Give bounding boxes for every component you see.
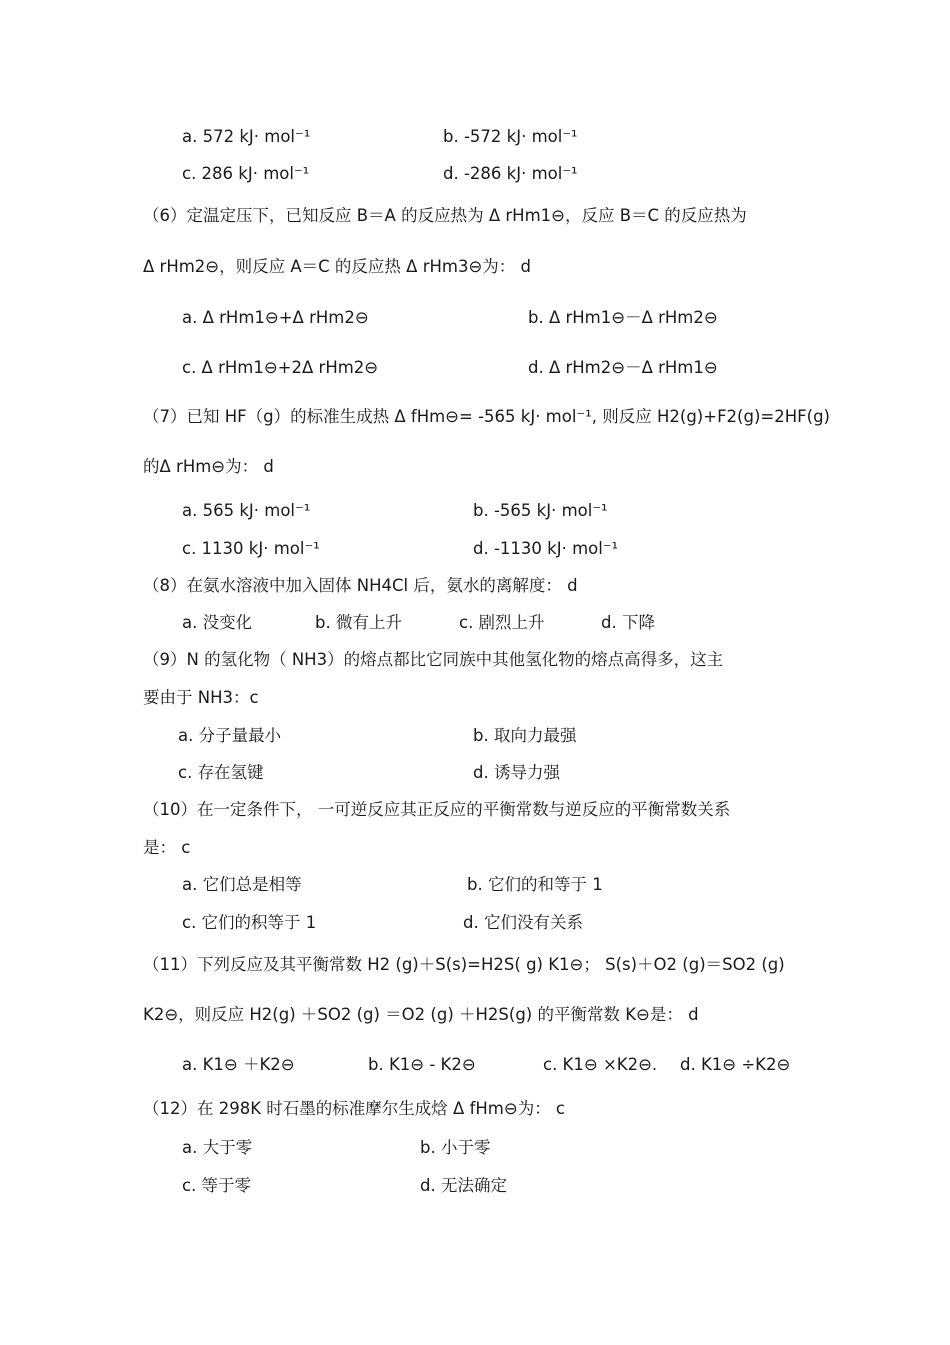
q10-option-d: d. 它们没有关系 xyxy=(463,913,583,932)
q7-option-a: a. 565 kJ· mol⁻¹ xyxy=(182,501,311,520)
q8-option-b: b. 微有上升 xyxy=(315,613,402,632)
q7-option-b: b. -565 kJ· mol⁻¹ xyxy=(473,501,608,520)
q6-stem-line1: （6）定温定压下，已知反应 B＝A 的反应热为 Δ rHm1⊖，反应 B＝C 的反应热为 xyxy=(143,206,747,225)
q5-option-a-text: a. 572 kJ· mol⁻¹ xyxy=(182,127,311,146)
q11-option-a: a. K1⊖ ＋K2⊖ xyxy=(182,1055,295,1074)
q5-option-b xyxy=(443,127,578,147)
q5-option-c-text: c. 286 kJ· mol⁻¹ xyxy=(182,164,310,183)
q9-option-c: c. 存在氢键 xyxy=(178,763,264,782)
q7-stem-line1: （7）已知 HF（g）的标准生成热 Δ fHm⊖= -565 kJ· mol⁻¹, 则反应 H2(g)+F2(g)=2HF(g) xyxy=(143,407,830,426)
q11-stem-line1: （11）下列反应及其平衡常数 H2 (g)＋S(s)=H2S( g) K1⊖； S(s)＋O2 (g)＝SO2 (g) xyxy=(143,955,785,974)
q6-option-a: a. Δ rHm1⊖+Δ rHm2⊖ xyxy=(182,308,369,327)
q10-option-b: b. 它们的和等于 1 xyxy=(467,875,603,894)
q9-option-a: a. 分子量最小 xyxy=(178,726,282,745)
q12-stem: （12）在 298K 时石墨的标准摩尔生成焓 Δ fHm⊖为： c xyxy=(143,1099,566,1118)
q10-stem-line1: （10）在一定条件下， 一可逆反应其正反应的平衡常数与逆反应的平衡常数关系 xyxy=(143,800,731,819)
q6-option-c: c. Δ rHm1⊖+2Δ rHm2⊖ xyxy=(182,358,379,377)
q11-option-d: d. K1⊖ ÷K2⊖ xyxy=(680,1055,791,1074)
q9-option-b: b. 取向力最强 xyxy=(473,726,577,745)
q7-option-c: c. 1130 kJ· mol⁻¹ xyxy=(182,539,320,558)
q5-option-b-text: b. -572 kJ· mol⁻¹ xyxy=(443,127,578,146)
q10-option-a: a. 它们总是相等 xyxy=(182,875,302,894)
q9-stem-line2: 要由于 NH3：c xyxy=(143,688,259,707)
q7-option-d: d. -1130 kJ· mol⁻¹ xyxy=(473,539,619,558)
q9-stem-line1: （9）N 的氢化物（ NH3）的熔点都比它同族中其他氢化物的熔点高得多，这主 xyxy=(143,650,724,669)
q8-option-c: c. 剧烈上升 xyxy=(459,613,545,632)
q8-option-d: d. 下降 xyxy=(601,613,655,632)
q8-option-a: a. 没变化 xyxy=(182,613,253,632)
q11-option-c: c. K1⊖ ×K2⊖. xyxy=(543,1055,658,1074)
q12-option-d: d. 无法确定 xyxy=(420,1176,507,1195)
q5-option-d xyxy=(443,164,578,184)
q12-option-c: c. 等于零 xyxy=(182,1176,252,1195)
q10-stem-line2: 是： c xyxy=(143,838,191,857)
q6-option-d: d. Δ rHm2⊖－Δ rHm1⊖ xyxy=(528,358,718,377)
q12-option-a: a. 大于零 xyxy=(182,1138,253,1157)
q5-option-a xyxy=(182,127,310,147)
q12-option-b: b. 小于零 xyxy=(420,1138,491,1157)
q8-stem: （8）在氨水溶液中加入固体 NH4Cl 后，氨水的离解度： d xyxy=(143,576,578,595)
q11-stem-line2: K2⊖，则反应 H2(g) ＋SO2 (g) ＝O2 (g) ＋H2S(g) 的平衡常数 K⊖是： d xyxy=(143,1005,699,1024)
q10-option-c: c. 它们的积等于 1 xyxy=(182,913,317,932)
q7-stem-line2: 的Δ rHm⊖为： d xyxy=(143,457,274,476)
q11-option-b: b. K1⊖ - K2⊖ xyxy=(368,1055,476,1074)
q6-stem-line2: Δ rHm2⊖，则反应 A＝C 的反应热 Δ rHm3⊖为： d xyxy=(143,257,531,276)
q6-option-b: b. Δ rHm1⊖－Δ rHm2⊖ xyxy=(528,308,718,327)
q5-option-c xyxy=(182,164,309,184)
q9-option-d: d. 诱导力强 xyxy=(473,763,560,782)
q5-option-d-text: d. -286 kJ· mol⁻¹ xyxy=(443,164,578,183)
